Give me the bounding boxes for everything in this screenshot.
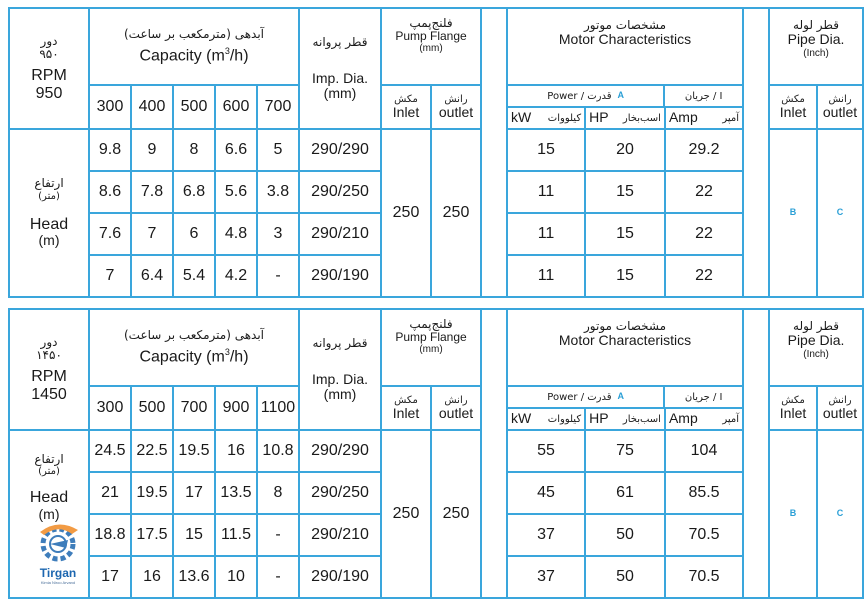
gap-cell [481, 309, 507, 598]
head-value: 5.6 [215, 171, 257, 213]
pump-spec-table-950 [8, 7, 864, 298]
hp-fa: اسب‌بخار [622, 112, 661, 124]
kw-value: 37 [507, 514, 585, 556]
imp-dia-header [299, 8, 381, 129]
rpm-label: RPM [31, 67, 67, 85]
imp-dia-value: 290/250 [299, 171, 381, 213]
head-value: 9 [131, 129, 173, 171]
pipe-inlet-header [769, 85, 817, 129]
flange-fa-label: فلنج‌پمپ [409, 317, 453, 331]
hp-value: 75 [585, 430, 665, 472]
head-value: 16 [131, 556, 173, 598]
speed-fa-value: ۱۴۵۰ [36, 347, 62, 362]
kw-value: 11 [507, 255, 585, 297]
current-label: جریان / I [684, 90, 723, 102]
tirgan-logo [28, 518, 88, 588]
hp-value: 50 [585, 514, 665, 556]
hp-value: 15 [585, 213, 665, 255]
capacity-unit-sup: 3 [224, 347, 230, 358]
head-value: 9.8 [89, 129, 131, 171]
amp-value: 85.5 [665, 472, 743, 514]
kw-fa: کیلووات [547, 112, 582, 124]
head-value: 8.6 [89, 171, 131, 213]
flange-outlet-value: 250 [431, 430, 481, 598]
imp-dia-header [299, 309, 381, 430]
amp-value: 70.5 [665, 514, 743, 556]
rpm-value: 1450 [31, 385, 67, 403]
flange-outlet-header [431, 386, 481, 430]
amp-value: 104 [665, 430, 743, 472]
pump-flange-header [381, 309, 481, 386]
outlet-en-label: outlet [438, 404, 474, 421]
imp-dia-value: 290/210 [299, 514, 381, 556]
imp-en-label: Imp. Dia. [311, 69, 368, 86]
flange-en-label: Pump Flange [395, 29, 467, 44]
power-label: Power / قدرت [547, 90, 612, 102]
pipe-unit: (Inch) [803, 47, 829, 59]
head-fa-label: ارتفاع [34, 452, 64, 466]
head-value: 6.4 [131, 255, 173, 297]
motor-fa-label: مشخصات موتور [584, 18, 667, 32]
speed-fa-label: دور [40, 33, 58, 48]
hp-value: 50 [585, 556, 665, 598]
head-value: 7 [89, 255, 131, 297]
head-fa-unit: (متر) [38, 466, 60, 478]
imp-fa-label: قطر پروانه [312, 34, 368, 49]
head-value: 6.6 [215, 129, 257, 171]
capacity-fa-label: آبدهی (مترمکعب بر ساعت) [123, 26, 265, 41]
head-value: 6.8 [173, 171, 215, 213]
pipe-unit: (Inch) [803, 348, 829, 360]
head-fa-label: ارتفاع [34, 176, 64, 191]
head-en-label: Head [29, 215, 69, 233]
motor-header [507, 309, 743, 386]
imp-en-label: Imp. Dia. [311, 370, 368, 387]
kw-unit-cell [508, 409, 586, 429]
capacity-value: 600 [215, 85, 257, 129]
gap-cell [743, 8, 769, 297]
flange-inlet-header [381, 85, 431, 129]
head-value: - [257, 255, 299, 297]
inlet-fa-label: مکش [394, 394, 418, 406]
motor-subheader [507, 386, 743, 430]
capacity-unit-end: /h) [229, 47, 249, 65]
kw-en: kW [511, 410, 532, 427]
imp-dia-value: 290/250 [299, 472, 381, 514]
gap-cell [743, 309, 769, 598]
inlet-en-label: Inlet [392, 103, 420, 120]
head-value: 5.4 [173, 255, 215, 297]
pipe-inlet-en: Inlet [779, 404, 807, 421]
unit-row [508, 409, 742, 429]
power-marker: A [617, 391, 625, 402]
hp-value: 15 [585, 171, 665, 213]
amp-value: 22 [665, 213, 743, 255]
head-value: 4.8 [215, 213, 257, 255]
outlet-fa-label: رانش [444, 93, 468, 105]
imp-dia-value: 290/290 [299, 430, 381, 472]
head-value: 15 [173, 514, 215, 556]
head-value: - [257, 556, 299, 598]
head-label [9, 129, 89, 297]
head-value: 5 [257, 129, 299, 171]
capacity-en-label [90, 47, 298, 65]
speed-fa-value: ۹۵۰ [39, 46, 59, 61]
pipe-outlet-value: C [817, 129, 863, 297]
head-value: 17.5 [131, 514, 173, 556]
pipe-outlet-fa: رانش [828, 93, 852, 105]
pipe-outlet-fa: رانش [828, 394, 852, 406]
head-value: 11.5 [215, 514, 257, 556]
pipe-outlet-header [817, 85, 863, 129]
motor-en-label: Motor Characteristics [558, 332, 692, 349]
head-value: 3.8 [257, 171, 299, 213]
capacity-unit-sup: 3 [224, 46, 230, 57]
capacity-value: 300 [89, 85, 131, 129]
unit-row [508, 108, 742, 128]
pipe-inlet-fa: مکش [781, 93, 805, 105]
pipe-outlet-value: C [817, 430, 863, 598]
head-value: 7 [131, 213, 173, 255]
hp-en: HP [589, 109, 609, 126]
head-value: 21 [89, 472, 131, 514]
head-value: 18.8 [89, 514, 131, 556]
head-value: 3 [257, 213, 299, 255]
amp-en: Amp [668, 109, 698, 126]
tirgan-gear-icon [28, 518, 88, 566]
head-value: 17 [89, 556, 131, 598]
flange-outlet-value: 250 [431, 129, 481, 297]
pump-spec-table-1450 [8, 308, 864, 599]
capacity-en-label [90, 348, 298, 366]
head-value: 6 [173, 213, 215, 255]
hp-value: 61 [585, 472, 665, 514]
pipe-en-label: Pipe Dia. [787, 31, 845, 48]
amp-value: 22 [665, 171, 743, 213]
head-value: 10.8 [257, 430, 299, 472]
power-current-row [508, 86, 742, 108]
imp-dia-value: 290/210 [299, 213, 381, 255]
capacity-en-text: Capacity (m [139, 348, 225, 366]
capacity-fa-label: آبدهی (مترمکعب بر ساعت) [123, 327, 265, 342]
pipe-inlet-header [769, 386, 817, 430]
rpm-value: 950 [35, 84, 63, 102]
head-unit: (m) [38, 232, 60, 249]
kw-fa: کیلووات [547, 413, 582, 425]
capacity-value: 500 [131, 386, 173, 430]
imp-unit: (mm) [323, 85, 357, 102]
outlet-fa-label: رانش [444, 394, 468, 406]
head-value: 13.6 [173, 556, 215, 598]
flange-inlet-value: 250 [381, 129, 431, 297]
head-value: 19.5 [131, 472, 173, 514]
pipe-inlet-fa: مکش [781, 394, 805, 406]
power-label: Power / قدرت [547, 391, 612, 403]
head-fa-unit: (متر) [38, 190, 60, 202]
head-value: 8 [257, 472, 299, 514]
pipe-fa-label: قطر لوله [793, 18, 839, 32]
pipe-dia-header [769, 8, 863, 85]
motor-subheader [507, 85, 743, 129]
amp-unit-cell [666, 108, 742, 128]
pipe-inlet-value: B [769, 430, 817, 598]
power-marker: A [617, 90, 625, 101]
flange-en-label: Pump Flange [395, 330, 467, 345]
hp-unit-cell [586, 108, 666, 128]
capacity-unit-end: /h) [229, 348, 249, 366]
pipe-outlet-en: outlet [822, 103, 858, 120]
pipe-en-label: Pipe Dia. [787, 332, 845, 349]
capacity-value: 900 [215, 386, 257, 430]
hp-value: 15 [585, 255, 665, 297]
capacity-value: 700 [173, 386, 215, 430]
capacity-value: 1100 [257, 386, 299, 430]
head-unit: (m) [38, 505, 60, 522]
amp-fa: آمپر [722, 413, 740, 425]
pipe-inlet-en: Inlet [779, 103, 807, 120]
amp-value: 22 [665, 255, 743, 297]
kw-en: kW [511, 109, 532, 126]
kw-value: 37 [507, 556, 585, 598]
motor-header [507, 8, 743, 85]
imp-dia-value: 290/190 [299, 556, 381, 598]
pipe-fa-label: قطر لوله [793, 319, 839, 333]
flange-unit: (mm) [419, 344, 443, 356]
current-label-cell [665, 387, 742, 407]
head-value: 16 [215, 430, 257, 472]
logo-tagline: Kimia Niroo Arvand [40, 580, 76, 585]
imp-fa-label: قطر پروانه [312, 335, 368, 350]
head-value: 24.5 [89, 430, 131, 472]
kw-value: 55 [507, 430, 585, 472]
flange-fa-label: فلنج‌پمپ [409, 16, 453, 30]
amp-unit-cell [666, 409, 742, 429]
head-value: 4.2 [215, 255, 257, 297]
head-value: 7.8 [131, 171, 173, 213]
capacity-value: 400 [131, 85, 173, 129]
power-current-row [508, 387, 742, 409]
head-value: 8 [173, 129, 215, 171]
kw-unit-cell [508, 108, 586, 128]
pump-flange-header [381, 8, 481, 85]
speed-fa-label: دور [40, 334, 58, 349]
pipe-dia-header [769, 309, 863, 386]
head-value: 22.5 [131, 430, 173, 472]
capacity-value: 500 [173, 85, 215, 129]
head-value: 7.6 [89, 213, 131, 255]
head-value: 10 [215, 556, 257, 598]
capacity-value: 300 [89, 386, 131, 430]
amp-fa: آمپر [722, 112, 740, 124]
current-label: جریان / I [684, 391, 723, 403]
speed-header [9, 309, 89, 430]
inlet-fa-label: مکش [394, 93, 418, 105]
hp-value: 20 [585, 129, 665, 171]
rpm-label: RPM [31, 368, 67, 386]
head-value: 13.5 [215, 472, 257, 514]
kw-value: 45 [507, 472, 585, 514]
hp-en: HP [589, 410, 609, 427]
speed-header [9, 8, 89, 129]
head-value: - [257, 514, 299, 556]
kw-value: 11 [507, 213, 585, 255]
capacity-header [89, 309, 299, 386]
kw-value: 11 [507, 171, 585, 213]
flange-inlet-value: 250 [381, 430, 431, 598]
pipe-outlet-en: outlet [822, 404, 858, 421]
capacity-header [89, 8, 299, 85]
power-label-cell [508, 387, 665, 407]
capacity-en-text: Capacity (m [139, 47, 225, 65]
kw-value: 15 [507, 129, 585, 171]
logo-name: Tirgan [39, 566, 77, 580]
hp-unit-cell [586, 409, 666, 429]
current-label-cell [665, 86, 742, 106]
pipe-inlet-value: B [769, 129, 817, 297]
imp-unit: (mm) [323, 386, 357, 403]
flange-outlet-header [431, 85, 481, 129]
head-value: 19.5 [173, 430, 215, 472]
head-en-label: Head [29, 489, 69, 507]
flange-unit: (mm) [419, 43, 443, 55]
outlet-en-label: outlet [438, 103, 474, 120]
inlet-en-label: Inlet [392, 404, 420, 421]
motor-fa-label: مشخصات موتور [584, 319, 667, 333]
amp-value: 70.5 [665, 556, 743, 598]
power-label-cell [508, 86, 665, 106]
table-row [9, 430, 863, 472]
imp-dia-value: 290/290 [299, 129, 381, 171]
head-value: 17 [173, 472, 215, 514]
amp-value: 29.2 [665, 129, 743, 171]
imp-dia-value: 290/190 [299, 255, 381, 297]
hp-fa: اسب‌بخار [622, 413, 661, 425]
pipe-outlet-header [817, 386, 863, 430]
amp-en: Amp [668, 410, 698, 427]
flange-inlet-header [381, 386, 431, 430]
gap-cell [481, 8, 507, 297]
motor-en-label: Motor Characteristics [558, 31, 692, 48]
table-row [9, 129, 863, 171]
capacity-value: 700 [257, 85, 299, 129]
